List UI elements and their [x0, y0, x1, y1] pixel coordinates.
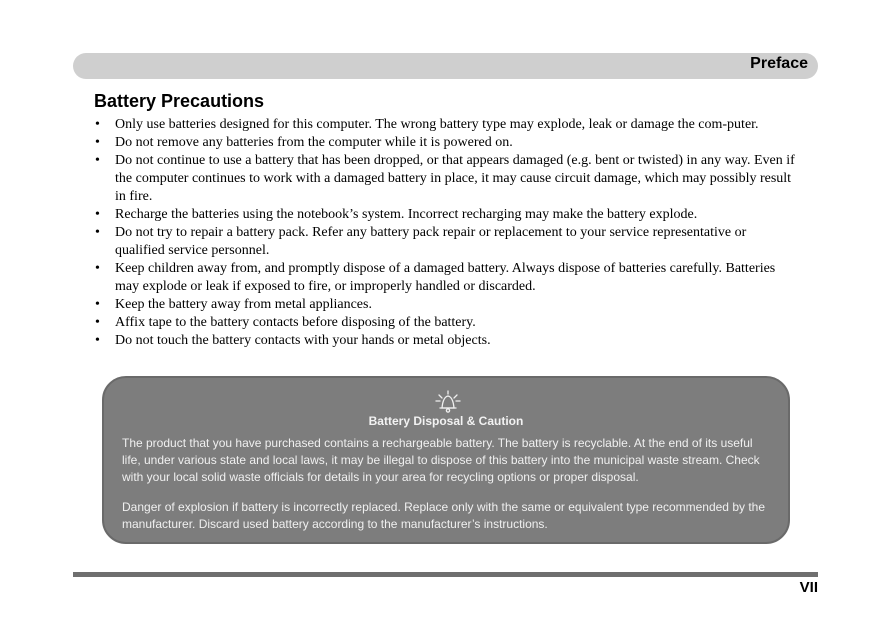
list-item: • Do not continue to use a battery that has been dropped, or that appears damaged (e.g. bent or twisted) in any way. Even if the computer continues to work with a damaged battery in place, it may cause circuit damage, which may possibly result in fire.: [95, 152, 795, 206]
list-item: • Do not try to repair a battery pack. Refer any battery pack repair or replacement to your service representative or qualified service personnel.: [95, 224, 795, 260]
caution-box: [102, 376, 790, 544]
caution-paragraph: Danger of explosion if battery is incorrectly replaced. Replace only with the same or equivalent type recommended by the manufacturer. Discard used battery according to the manufacturer’s instructions.: [122, 500, 766, 531]
footer-divider: [73, 572, 818, 577]
list-item: • Keep children away from, and promptly dispose of a damaged battery. Always dispose of batteries carefully. Batteries may explode or leak if exposed to fire, or improperly handled or discarded.: [95, 260, 795, 296]
list-item: • Only use batteries designed for this computer. The wrong battery type may explode, leak or damage the com-puter.: [95, 116, 795, 134]
list-item: • Keep the battery away from metal appliances.: [95, 296, 795, 314]
caution-title: Battery Disposal & Caution: [368, 414, 524, 428]
section-title: Battery Precautions: [94, 91, 265, 111]
list-item: • Do not touch the battery contacts with your hands or metal objects.: [95, 332, 795, 350]
list-item: • Do not remove any batteries from the computer while it is powered on.: [95, 134, 795, 152]
page-number: VII: [799, 579, 818, 596]
list-item: • Recharge the batteries using the notebook’s system. Incorrect recharging may make the battery explode.: [95, 206, 795, 224]
precautions-list: [95, 116, 795, 350]
header-title: Preface: [750, 55, 808, 72]
caution-paragraph: The product that you have purchased contains a rechargeable battery. The battery is recyclable. At the end of its useful life, under various state and local laws, it may be illegal to dispose of this battery into the municipal waste stream. Check with your local solid waste officials for details in your area for recycling options or proper disposal.: [122, 436, 760, 484]
alert-bell-icon: [432, 388, 464, 414]
header-bar: [73, 53, 818, 79]
list-item: • Affix tape to the battery contacts before disposing of the battery.: [95, 314, 795, 332]
